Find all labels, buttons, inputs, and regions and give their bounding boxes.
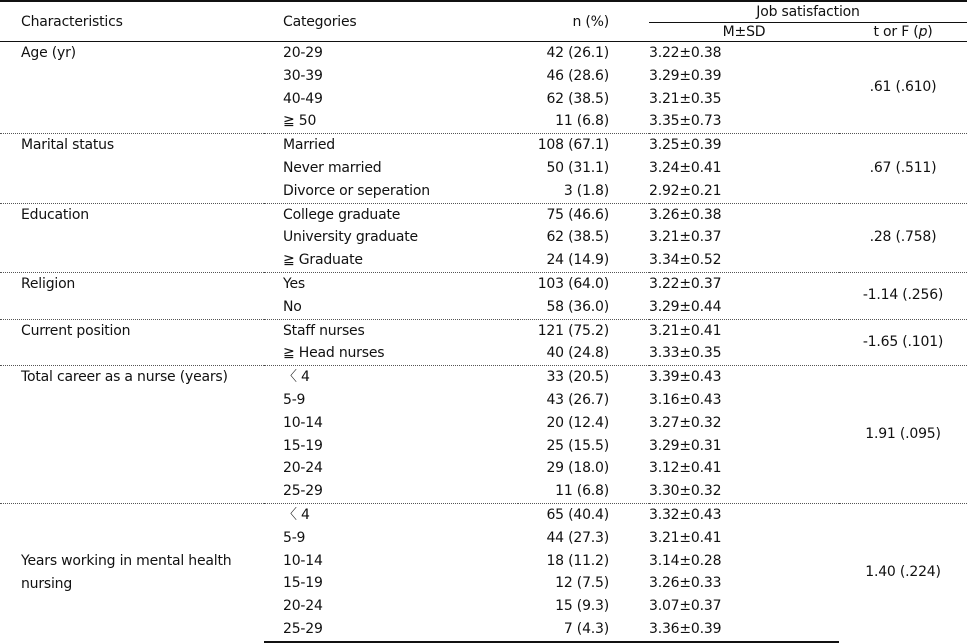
category-cell: 25-29 <box>283 483 323 500</box>
msd-cell: 3.16±0.43 <box>649 391 722 408</box>
msd-cell: 3.14±0.28 <box>649 552 722 569</box>
n-percent-cell: 20 (12.4) <box>546 414 609 431</box>
n-percent-cell: 29 (18.0) <box>546 460 609 477</box>
msd-cell: 3.36±0.39 <box>649 618 839 642</box>
header-characteristics: Characteristics <box>0 1 264 42</box>
n-percent-cell: 40 (24.8) <box>546 345 609 362</box>
n-percent-cell: 15 (9.3) <box>555 598 609 615</box>
msd-cell: 3.27±0.32 <box>649 414 722 431</box>
category-cell: 5-9 <box>283 391 306 408</box>
msd-cell: 3.29±0.44 <box>649 298 722 315</box>
category-cell: ≧ Head nurses <box>283 345 385 362</box>
test-statistic: 1.40 (.224) <box>839 503 967 641</box>
n-percent-cell: 58 (36.0) <box>546 298 609 315</box>
msd-cell: 3.22±0.37 <box>649 272 839 295</box>
msd-cell: 3.07±0.37 <box>649 598 722 615</box>
n-percent-cell: 33 (20.5) <box>518 366 649 389</box>
n-percent-cell: 3 (1.8) <box>563 182 609 199</box>
msd-cell: 3.34±0.52 <box>649 252 722 269</box>
category-cell: 20-29 <box>283 45 323 61</box>
n-percent-cell: 11 (6.8) <box>555 113 609 130</box>
test-statistic: .28 (.758) <box>839 203 967 272</box>
category-cell: 10-14 <box>283 552 323 569</box>
header-t-or-f-prefix: t or F ( <box>873 24 919 40</box>
test-statistic: -1.65 (.101) <box>839 319 967 366</box>
n-percent-cell: 24 (14.9) <box>546 252 609 269</box>
table-row <box>0 366 967 389</box>
n-percent-cell: 65 (40.4) <box>518 503 649 526</box>
characteristic-label: Religion <box>0 272 264 319</box>
category-cell: College graduate <box>264 203 518 226</box>
category-cell: 30-39 <box>283 67 323 84</box>
msd-cell: 3.21±0.41 <box>649 319 839 342</box>
n-percent-cell: 11 (6.8) <box>555 483 609 500</box>
test-statistic: -1.14 (.256) <box>839 272 967 319</box>
header-t-or-f-suffix: ) <box>927 24 933 40</box>
category-cell: 40-49 <box>283 90 323 107</box>
table-body <box>0 42 967 642</box>
n-percent-cell: 62 (38.5) <box>546 90 609 107</box>
category-cell: 20-24 <box>283 598 323 615</box>
characteristic-label: Age (yr) <box>21 45 76 61</box>
category-cell: Never married <box>283 159 382 176</box>
table-row <box>0 319 967 342</box>
msd-cell: 3.21±0.37 <box>649 229 722 246</box>
category-cell: 5-9 <box>283 529 306 546</box>
header-p: p <box>918 24 928 40</box>
category-cell: No <box>283 298 302 315</box>
msd-cell: 3.25±0.39 <box>649 134 839 157</box>
characteristic-label: Current position <box>0 319 264 366</box>
header-categories: Categories <box>264 1 518 42</box>
category-cell: 10-14 <box>283 414 323 431</box>
header-msd: M±SD <box>649 23 839 42</box>
n-percent-cell: 121 (75.2) <box>518 319 649 342</box>
n-percent-cell: 18 (11.2) <box>546 552 609 569</box>
n-percent-cell: 50 (31.1) <box>546 159 609 176</box>
msd-cell: 3.30±0.32 <box>649 483 722 500</box>
msd-cell: 3.22±0.38 <box>649 45 722 61</box>
test-statistic: .67 (.511) <box>839 134 967 203</box>
header-n-percent: n (%) <box>518 1 649 42</box>
msd-cell: 3.21±0.41 <box>649 529 722 546</box>
n-percent-cell: 42 (26.1) <box>546 45 609 61</box>
table-row <box>0 272 967 295</box>
category-cell: ≧ 50 <box>283 113 317 130</box>
n-percent-cell: 103 (64.0) <box>518 272 649 295</box>
category-cell: 〈 4 <box>264 366 518 389</box>
msd-cell: 3.24±0.41 <box>649 159 722 176</box>
n-percent-cell: 108 (67.1) <box>518 134 649 157</box>
msd-cell: 3.21±0.35 <box>649 90 722 107</box>
header-t-or-f <box>839 23 967 42</box>
n-percent-cell: 7 (4.3) <box>518 618 649 642</box>
characteristic-label: Education <box>0 203 264 272</box>
table-row <box>0 134 967 157</box>
characteristic-label: Marital status <box>0 134 264 203</box>
category-cell: University graduate <box>283 229 418 246</box>
msd-cell: 3.39±0.43 <box>649 366 839 389</box>
category-cell: ≧ Graduate <box>283 252 363 269</box>
msd-cell: 3.33±0.35 <box>649 345 722 362</box>
msd-cell: 3.35±0.73 <box>649 113 722 130</box>
category-cell: Married <box>264 134 518 157</box>
category-cell: 20-24 <box>283 460 323 477</box>
category-cell: 〈 4 <box>264 503 518 526</box>
n-percent-cell: 25 (15.5) <box>546 437 609 454</box>
category-cell: Staff nurses <box>264 319 518 342</box>
test-statistic: .61 (.610) <box>869 79 937 96</box>
n-percent-cell: 44 (27.3) <box>546 529 609 546</box>
n-percent-cell: 75 (46.6) <box>518 203 649 226</box>
header-job-satisfaction: Job satisfaction <box>649 1 967 23</box>
table-row <box>0 203 967 226</box>
table-row <box>0 42 967 65</box>
msd-cell: 3.32±0.43 <box>649 503 839 526</box>
msd-cell: 2.92±0.21 <box>649 182 722 199</box>
category-cell: 15-19 <box>283 575 323 592</box>
msd-cell: 3.12±0.41 <box>649 460 722 477</box>
msd-cell: 3.26±0.38 <box>649 203 839 226</box>
n-percent-cell: 43 (26.7) <box>546 391 609 408</box>
characteristic-label: Total career as a nurse (years) <box>0 366 264 504</box>
msd-cell: 3.29±0.39 <box>649 67 722 84</box>
category-cell: 25-29 <box>264 618 518 642</box>
characteristic-label: Years working in mental health nursing <box>0 503 264 641</box>
category-cell: Yes <box>264 272 518 295</box>
msd-cell: 3.29±0.31 <box>649 437 722 454</box>
test-statistic: 1.91 (.095) <box>839 366 967 504</box>
msd-cell: 3.26±0.33 <box>649 575 722 592</box>
category-cell: 15-19 <box>283 437 323 454</box>
n-percent-cell: 12 (7.5) <box>555 575 609 592</box>
n-percent-cell: 46 (28.6) <box>546 67 609 84</box>
table-row <box>0 503 967 526</box>
category-cell: Divorce or seperation <box>283 182 430 199</box>
n-percent-cell: 62 (38.5) <box>546 229 609 246</box>
